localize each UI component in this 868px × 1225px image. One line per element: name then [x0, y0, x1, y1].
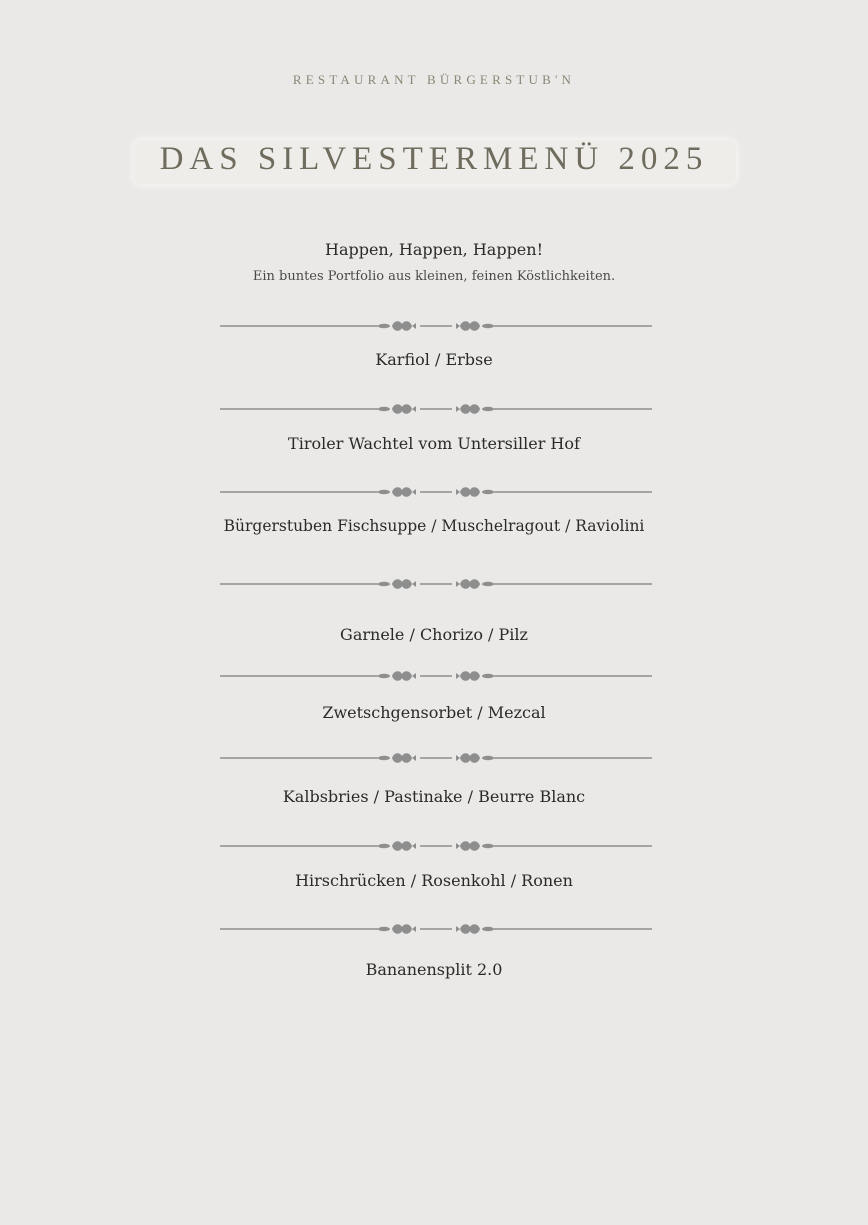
ornamental-divider [220, 750, 652, 766]
course-title: Karfiol / Erbse [375, 350, 493, 369]
ornamental-divider [220, 576, 652, 592]
course-title: Bürgerstuben Fischsuppe / Muschelragout / Raviolini [223, 517, 645, 535]
ornamental-divider [220, 921, 652, 937]
ornamental-divider [220, 484, 652, 500]
page-title: DAS SILVESTERMENÜ 2025 [159, 141, 709, 177]
course-title: Tiroler Wachtel vom Untersiller Hof [288, 434, 580, 453]
course-description: Ein buntes Portfolio aus kleinen, feinen Köstlichkeiten. [252, 269, 616, 284]
course-title: Bananensplit 2.0 [365, 960, 503, 979]
ornamental-divider [220, 668, 652, 684]
course-title: Hirschrücken / Rosenkohl / Ronen [295, 871, 573, 890]
course-title: Happen, Happen, Happen! [324, 240, 544, 259]
course-title: Kalbsbries / Pastinake / Beurre Blanc [282, 787, 586, 806]
course-title: Zwetschgensorbet / Mezcal [322, 703, 546, 722]
course-title: Garnele / Chorizo / Pilz [340, 625, 528, 644]
restaurant-name: RESTAURANT BÜRGERSTUB'N [292, 72, 576, 87]
ornamental-divider [220, 838, 652, 854]
ornamental-divider [220, 401, 652, 417]
ornamental-divider [220, 318, 652, 334]
